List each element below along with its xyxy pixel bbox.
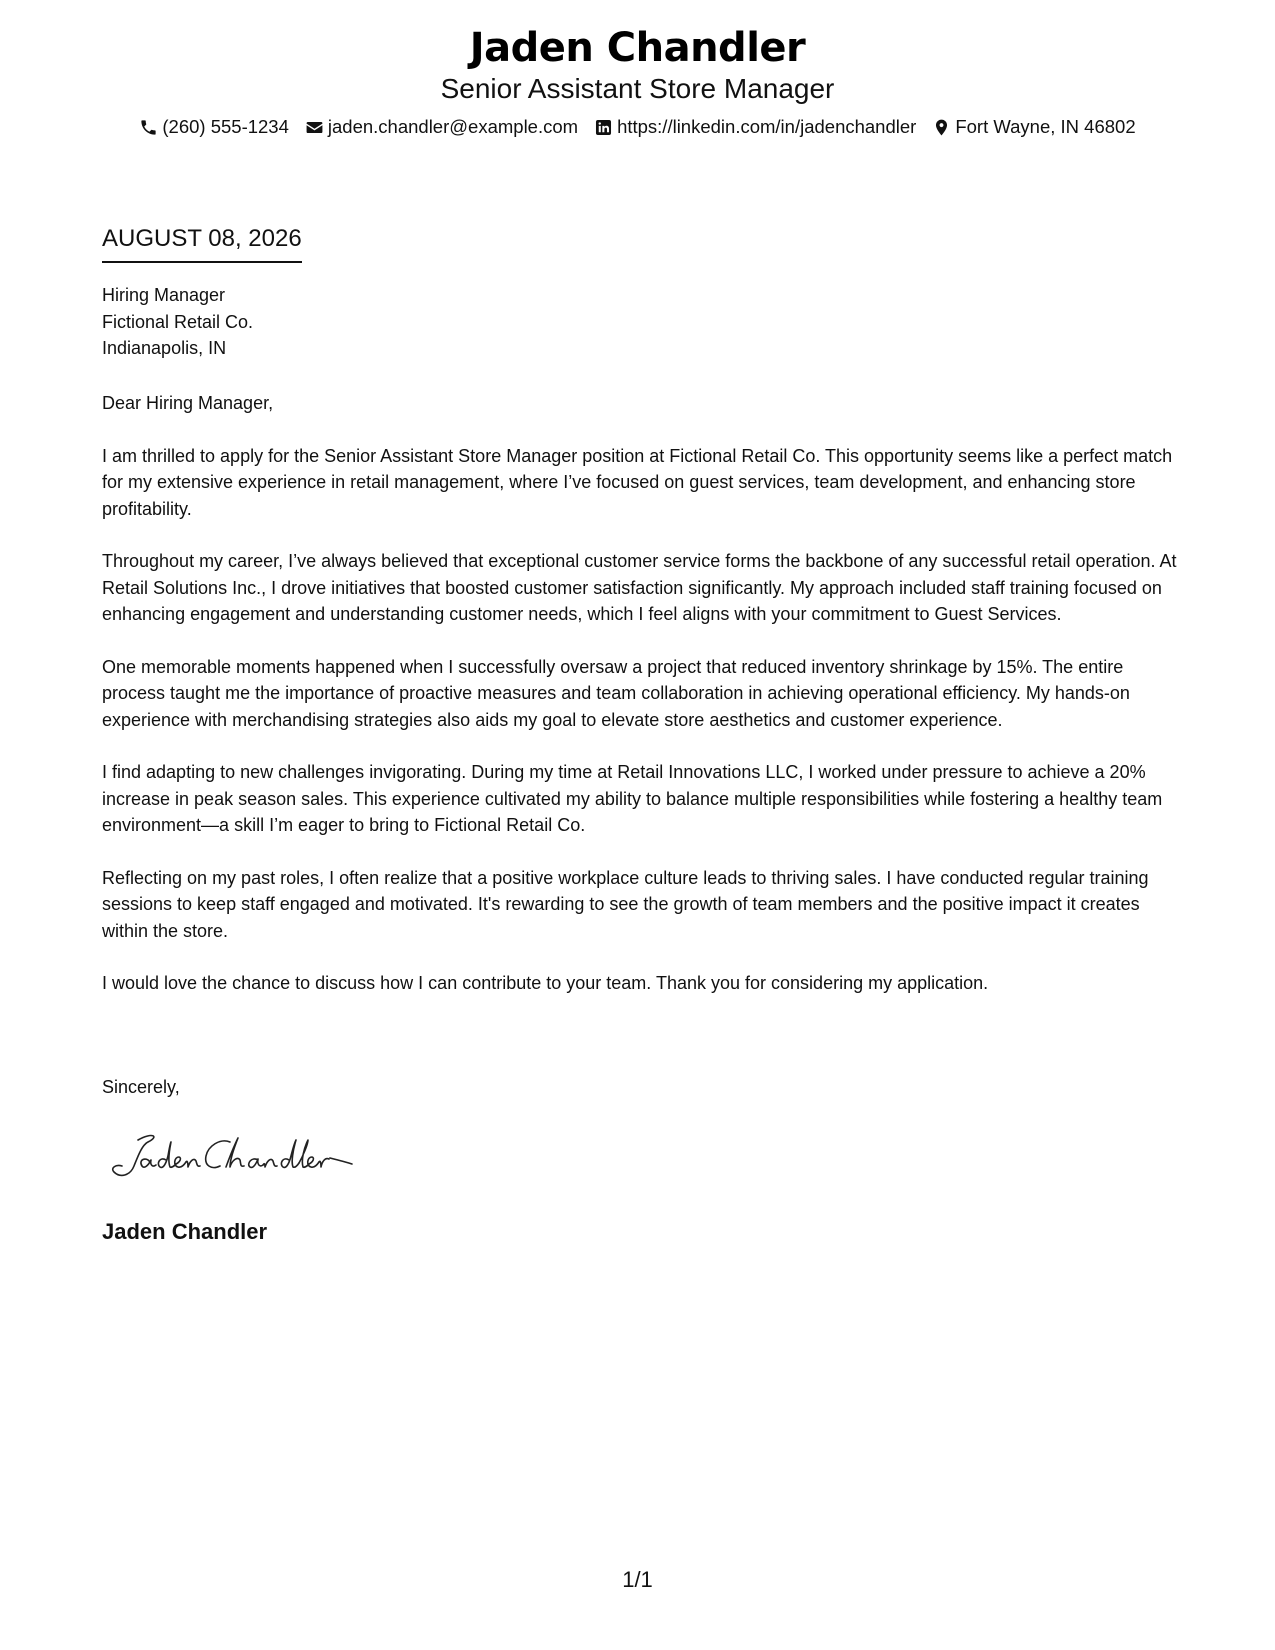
applicant-name: Jaden Chandler <box>469 25 806 71</box>
page-number: 1/1 <box>622 1567 653 1592</box>
contact-phone <box>139 116 289 138</box>
letter-date: AUGUST 08, 2026 <box>102 224 302 263</box>
contact-email <box>305 116 578 138</box>
body-paragraph: One memorable moments happened when I successfully oversaw a project that reduced inventory shrinkage by 15%. The entire process taught me the importance of proactive measures and team collaboration in achieving operational efficiency. My hands-on experience with merchandising strategies also aids my goal to elevate store aesthetics and customer experience. <box>102 656 1130 730</box>
location-text: Fort Wayne, IN 46802 <box>955 116 1136 137</box>
contact-linkedin <box>594 116 916 138</box>
closing: Sincerely, <box>102 1077 180 1097</box>
letter-body <box>102 390 1182 1023</box>
phone-text: (260) 555-1234 <box>162 116 289 137</box>
signed-name: Jaden Chandler <box>102 1219 268 1244</box>
body-paragraph: I am thrilled to apply for the Senior Assistant Store Manager position at Fictional Retail Co. This opportunity seems like a perfect match for my extensive experience in retail management, where I’ve focused on guest services, team development, and enhancing store profitability. <box>102 445 1173 519</box>
recipient-line: Hiring Manager <box>102 285 226 305</box>
letter-header <box>0 22 1275 138</box>
envelope-icon <box>305 118 324 137</box>
linkedin-text: https://linkedin.com/in/jadenchandler <box>617 116 917 137</box>
email-text: jaden.chandler@example.com <box>327 116 579 137</box>
map-marker-icon <box>932 118 951 137</box>
salutation: Dear Hiring Manager, <box>102 393 274 413</box>
body-paragraph: I find adapting to new challenges invigorating. During my time at Retail Innovations LLC, I worked under pressure to achieve a 20% increase in peak season sales. This experience cultivated my ability to balance multiple responsibilities while fostering a healthy team environment—a skill I’m eager to bring to Fictional Retail Co. <box>102 762 1163 835</box>
applicant-title: Senior Assistant Store Manager <box>440 73 835 104</box>
body-paragraph: Reflecting on my past roles, I often realize that a positive workplace culture leads to thriving sales. I have conducted regular training sessions to keep staff engaged and motivated. It's rewarding to see the growth of team members and the positive impact it creates within the store. <box>102 867 1149 941</box>
recipient-line: Indianapolis, IN <box>102 338 227 358</box>
contact-bar <box>0 116 1275 138</box>
recipient-block <box>102 282 253 362</box>
signature-image <box>108 1126 358 1184</box>
recipient-line: Fictional Retail Co. <box>102 311 254 332</box>
body-paragraph: Throughout my career, I’ve always believed that exceptional customer service forms the backbone of any successful retail operation. At Retail Solutions Inc., I drove initiatives that boosted customer satisfaction significantly. My approach included staff training focused on enhancing engagement and understanding customer needs, which I feel aligns with your commitment to Guest Services. <box>102 551 1177 624</box>
linkedin-icon <box>594 118 613 137</box>
phone-icon <box>139 118 158 137</box>
contact-location <box>932 116 1135 138</box>
body-paragraph: I would love the chance to discuss how I can contribute to your team. Thank you for considering my application. <box>102 973 989 993</box>
